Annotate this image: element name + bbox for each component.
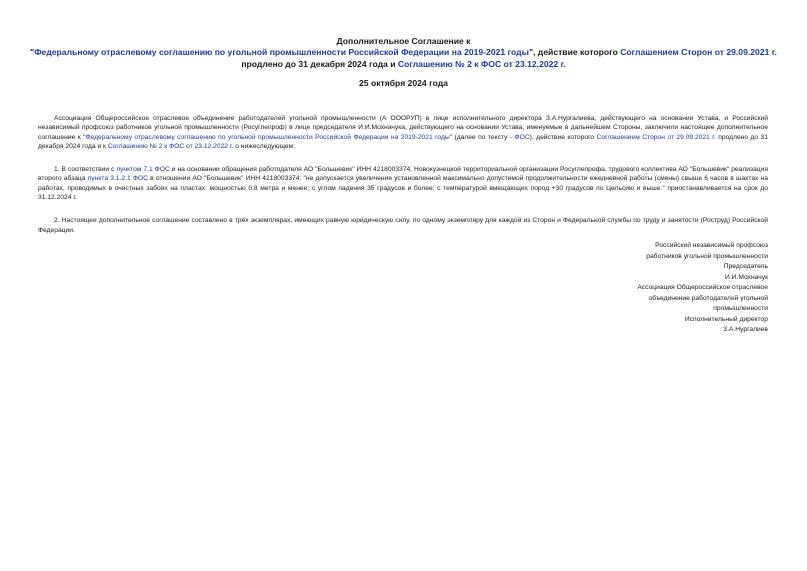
point-1-text: в отношении АО "Большевик" ИНН 4218003374: "не допускается увеличение установленной максимально допустимой продолжительности ежедневной работы (смены) свыше 6 часов в шахтах на работах, проводимых в очистных забоях на пластах: мощностью 0,8 метра и менее; с углом падения 35 градусов и более; с температурой вмещающих пород +30 градусов по Цельсию и выше." приостанавливается на срок до 31.12.2024 г. — [38, 175, 768, 202]
intro-paragraph — [38, 114, 768, 151]
signature-line: работников угольной промышленности — [646, 252, 768, 260]
title-line-2 — [30, 47, 777, 70]
clause-7-1-link[interactable]: пунктом 7.1 ФОС — [116, 166, 170, 174]
point-1-paragraph — [38, 165, 768, 202]
document-title — [30, 36, 777, 70]
clause-3-1-2-1-link[interactable]: пункта 3.1.2.1 ФОС — [87, 175, 148, 183]
signature-block — [588, 241, 768, 336]
intro-text: продлено до 31 декабря 2024 года и к — [38, 133, 768, 150]
document-body — [38, 114, 768, 235]
title-line-1: Дополнительное Соглашение к — [336, 36, 471, 46]
signature-line: Исполнительный директор — [684, 315, 768, 323]
quote-open: " — [30, 47, 35, 58]
document-date: 25 октября 2024 года — [359, 78, 448, 88]
signature-line: Российский независимый профсоюз — [655, 242, 768, 249]
intro-text: о нижеследующем: — [233, 142, 296, 150]
fos-agreement-link[interactable]: Соглашению № 2 к ФОС от 23.12.2022 г. — [397, 58, 566, 69]
signature-line: И.И.Мохначук — [725, 273, 768, 281]
parties-agreement-link[interactable]: Соглашением Сторон от 29.09.2021 г. — [596, 133, 716, 141]
title-text: продлено до 31 декабря 2024 года и — [241, 58, 398, 69]
intro-text: ), действие которого — [529, 133, 597, 141]
intro-text: Ассоциация Общероссийское отраслевое объединение работодателей угольной промышленности (А ОООРУП) в лице исполнительного директора З.А.Нургалиева, действующего на основании Устава, и Российский независимый профсоюз работников угольной промышленности (Росуглепроф) в лице председателя И.И.Мохначука, действующего на основании Устава, именуемые в дальнейшем Стороны, заключили настоящее дополнительное соглашение к " — [38, 115, 768, 141]
title-text: ", действие которого — [528, 47, 621, 58]
fos-agreement-link[interactable]: Соглашению № 2 к ФОС от 23.12.2022 г. — [107, 142, 234, 150]
parties-agreement-link[interactable]: Соглашением Сторон от 29.09.2021 г. — [620, 47, 777, 58]
federal-agreement-link[interactable]: Федеральному отраслевому соглашению по угольной промышленности Российской Федерации на 2019-2021 годы — [34, 47, 529, 58]
signature-line: Председатель — [723, 263, 768, 270]
fos-link[interactable]: ФОС — [514, 133, 530, 141]
signature-line: З.А.Нургалиев — [723, 326, 768, 333]
signature-line: промышленности — [713, 305, 768, 312]
signature-line: Ассоциация Общероссийское отраслевое — [637, 284, 768, 291]
signature-line: объединение работодателей угольной — [648, 294, 768, 302]
point-2-paragraph: 2. Настоящее дополнительное соглашение составлено в трёх экземплярах, имеющих равную юридическую силу, по одному экземпляру для каждой из Сторон и Федеральной службы по труду и занятости (Роструд) Российской Федерации. — [38, 217, 768, 234]
federal-agreement-link[interactable]: Федеральному отраслевому соглашению по угольной промышленности Российской Федерации на 2019-2021 годы — [85, 133, 450, 141]
intro-text: " (далее по тексту - — [449, 133, 515, 141]
point-1-text: и на основании обращения работодателя АО "Большевик" ИНН 4218003374, Новокузнецкой территориальной организации Росуглепрофа, трудового коллектива АО "Большевик" реализация второго абзаца — [38, 166, 768, 183]
point-1-text: 1. В соответствии с — [54, 166, 117, 174]
